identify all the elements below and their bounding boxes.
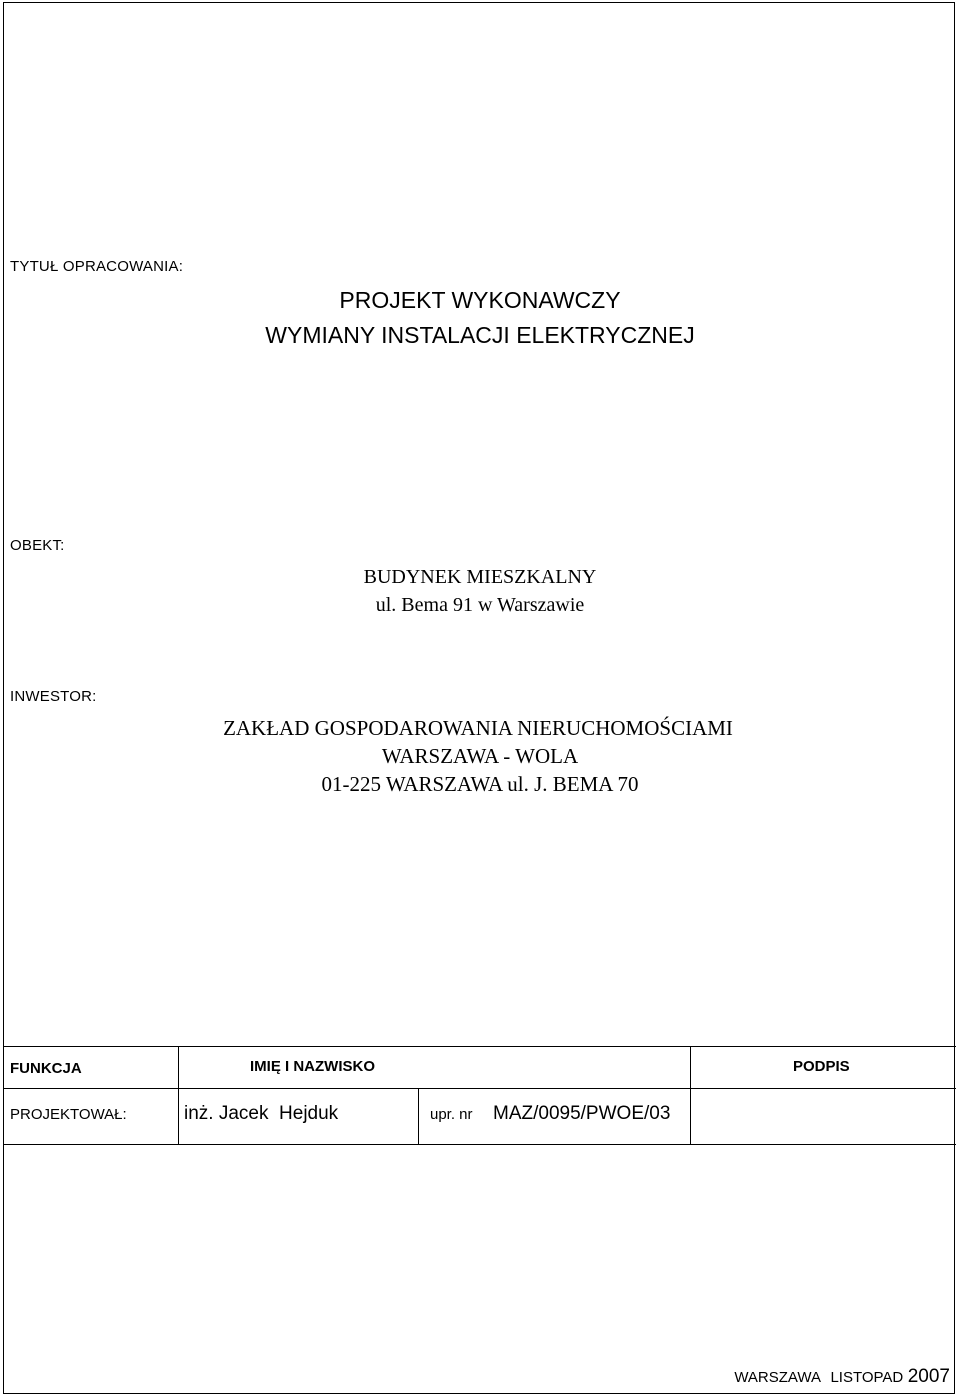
table-divider-function bbox=[178, 1046, 179, 1144]
table-row-separator bbox=[3, 1088, 956, 1089]
table-top-border bbox=[3, 1046, 956, 1047]
object-address: ul. Bema 91 w Warszawie bbox=[375, 594, 585, 616]
investor-name: ZAKŁAD GOSPODAROWANIA NIERUCHOMOŚCIAMI bbox=[223, 716, 733, 740]
title-label: TYTUŁ OPRACOWANIA: bbox=[10, 258, 184, 275]
license-number: MAZ/0095/PWOE/03 bbox=[493, 1103, 671, 1124]
project-title-line-2: WYMIANY INSTALACJI ELEKTRYCZNEJ bbox=[265, 322, 695, 348]
header-signature: PODPIS bbox=[793, 1058, 850, 1075]
object-label: OBEKT: bbox=[10, 537, 65, 554]
table-divider-license bbox=[418, 1088, 419, 1144]
designer-name: inż. Jacek Hejduk bbox=[184, 1103, 339, 1124]
footer-year: 2007 bbox=[907, 1366, 950, 1387]
project-title-line-1: PROJEKT WYKONAWCZY bbox=[339, 287, 621, 313]
table-divider-signature bbox=[690, 1046, 691, 1144]
object-name: BUDYNEK MIESZKALNY bbox=[363, 566, 597, 588]
footer-month: LISTOPAD bbox=[830, 1369, 904, 1386]
header-function: FUNKCJA bbox=[10, 1060, 82, 1077]
header-name: IMIĘ I NAZWISKO bbox=[250, 1058, 375, 1075]
footer-place-date bbox=[734, 1366, 950, 1388]
investor-address: 01-225 WARSZAWA ul. J. BEMA 70 bbox=[321, 772, 639, 796]
designer-role: PROJEKTOWAŁ: bbox=[10, 1106, 127, 1123]
table-bottom-border bbox=[3, 1144, 956, 1145]
investor-label: INWESTOR: bbox=[10, 688, 97, 705]
investor-district: WARSZAWA - WOLA bbox=[381, 744, 579, 768]
license-prefix: upr. nr bbox=[430, 1106, 473, 1123]
footer-city: WARSZAWA bbox=[734, 1369, 821, 1386]
page-frame bbox=[3, 2, 955, 1394]
